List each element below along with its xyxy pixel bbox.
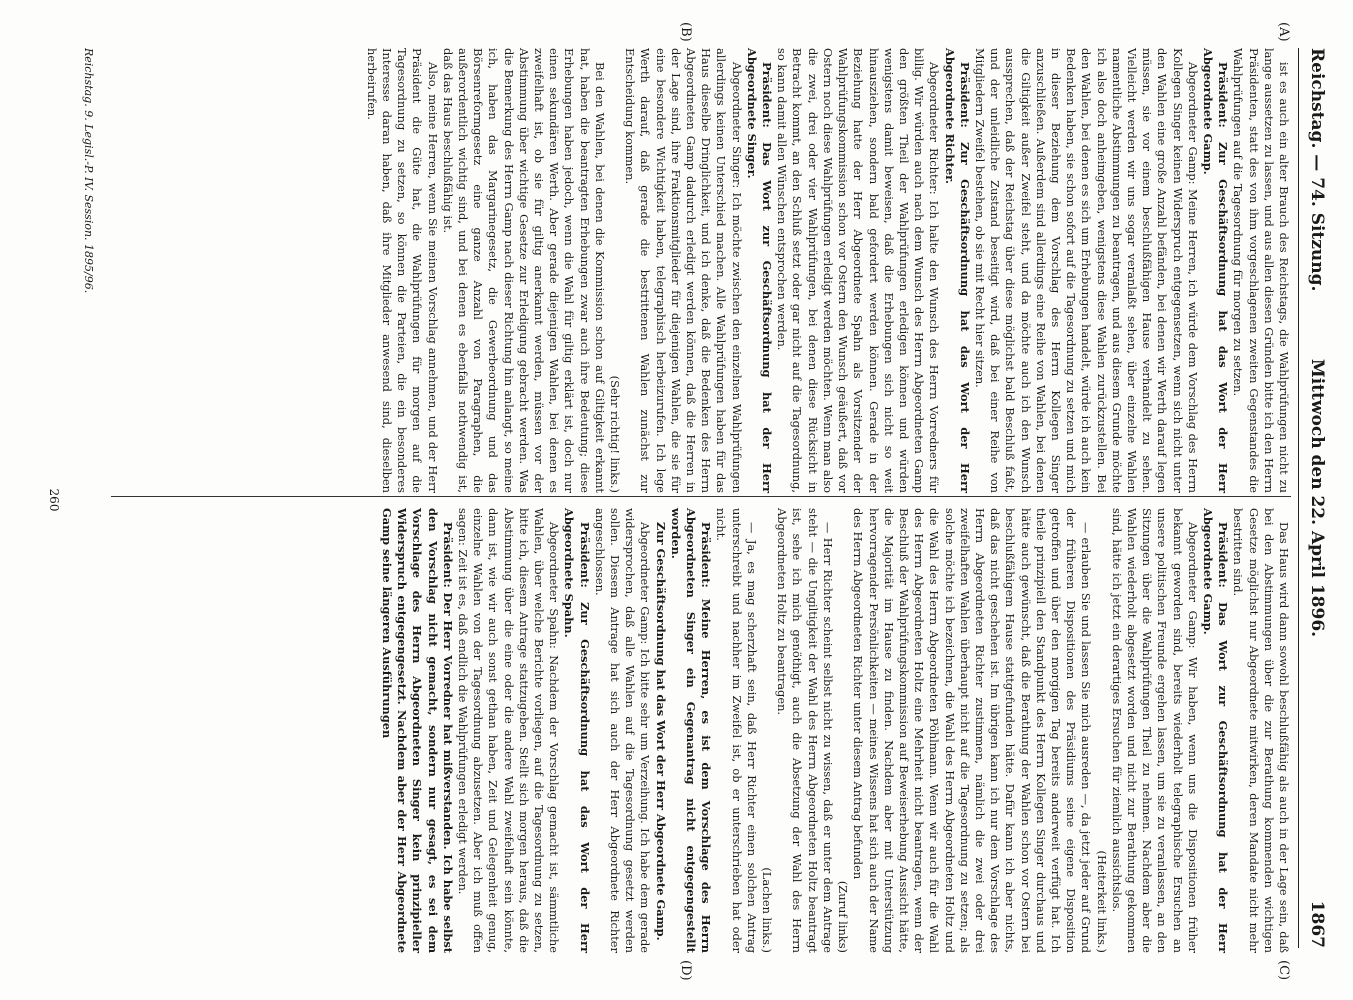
interjection: (Lachen links.) (760, 867, 775, 953)
header-date: Mittwoch den 22. April 1896. (1307, 358, 1327, 638)
paragraph: — Herr Richter scheint selbst nicht zu wissen, daß er unter dem Antrage steht — die Ungiltigkeit der Wahl des Herrn Abgeordneten Holtz beantragt ist, sehe ich mich genöthigt, auch die Absetzung der Wahl des Herrn Abgeordneten Holtz zu beantragen. (775, 508, 835, 953)
paragraph: Abgeordneter Singer: Ich möchte zwischen den einzelnen Wahlprüfungen allerdings keinen Unterschied machen. Alle Wahlprüfungen haben für das Haus dieselbe Dringlichkeit, und ich denke, daß die Bedenken des Herrn Abgeordneten Gamp dadurch erledigt werden können, daß die Herren in der Lage sind, ihre Fraktionsmitglieder für diejenigen Wahlen, die sie für eine besondere Wichtigkeit haben, telegraphisch herbeizurufen. Ich lege Werth darauf, daß gerade die bestrittenen Wahlen zunächst zur Entscheidung kommen. (623, 48, 744, 493)
paragraph: Also, meine Herren, wenn Sie meinen Vorschlag annehmen, und der Herr Präsident die Güte hat, die Wahlprüfungen für morgen auf die Tagesordnung zu setzen, so können die Parteien, die ein besonderes Interesse daran haben, daß ihre Mitglieder anwesend sind, dieselben herbeirufen. (364, 48, 440, 493)
paragraph: Bei den Wahlen, bei denen die Kommission schon auf Giltigkeit erkannt hat, haben die beantragten Erhebungen zwar auch ihre Bedeutung; diese Erhebungen haben jedoch, wenn die Wahl für giltig erklärt ist, doch nur einen sekundären Werth. Aber gerade diejenigen Wahlen, bei denen es zweifelhaft ist, ob sie für giltig anerkannt werden, müssen vor der Abstimmung über wichtige Gesetze zur Erledigung gebracht werden. Was die Bemerkung des Herrn Gamp nach dieser Richtung hin anlangt, so meine ich, haben das Margarinegesetz, die Gewerbeordnung und das Börsenreformgesetz eine ganze Anzahl von Paragraphen, die außerordentlich wichtig sind, und bei denen es ebenfalls nothwendig ist, daß das Haus beschlußfähig ist. (440, 48, 607, 493)
speaker-paragraph: Präsident: Das Wort zur Geschäftsordnung hat der Herr Abgeordnete Gamp. (1200, 508, 1231, 953)
paragraph: Abgeordneter Gamp: Ich bitte sehr um Verzeihung. Ich habe dem gerade widersprochen, daß alle Wahlen auf die Tagesordnung gesetzt werden sollen. Diesem Antrage hat sich auch der Herr Abgeordnete Richter angeschlossen. (592, 508, 653, 953)
paragraph: Das Haus wird dann sowohl beschlußfähig als auch in der Lage sein, daß bei den Abstimmungen über die zur Berathung kommenden wichtigen Gesetze möglichst nur Abgeordnete mitwirken, deren Mandate nicht mehr bestritten sind. (1231, 508, 1291, 953)
paragraph: Abgeordneter Richter: Ich halte den Wunsch des Herrn Vorredners für billig. Wir würden auch nach dem Wunsch des Herrn Abgeordneten Gamp den größten Theil der Wahlprüfungen erledigen können und würden wenigstens damit beweisen, daß die Erhebungen sich nicht so weit hinausziehen, sondern bald gefordert werden können. Gerade in der Beziehung hatte der Herr Abgeordnete Spahn als Vorsitzender der Wahlprüfungskommission schon vor Ostern den Wunsch geäußert, daß vor Ostern noch diese Wahlprüfungen erledigt werden möchten. Wenn man also die zwei, drei oder vier Wahlprüfungen, bei denen diese Rücksicht in Betracht kommt, an den Schluß setzt oder gar nicht auf die Tagesordnung, so kann damit allen Wünschen entsprochen werden. (775, 48, 942, 493)
column-divider (111, 496, 1291, 497)
page-header (1301, 48, 1331, 948)
interjection: (Zuruf links) (836, 880, 851, 953)
speaker-paragraph: Präsident: Der Herr Vorredner hat mißverstanden. Ich habe selbst den Vorschlag nicht gemacht, sondern nur gesagt, es sei dem Vorschlage des Herrn Abgeordneten Singer kein prinzipieller Widerspruch entgegengesetzt. Nachdem aber der Herr Abgeordnete Gamp seine längeren Ausführungen (380, 508, 455, 953)
speaker-paragraph: Zur Geschäftsordnung hat das Wort der Herr Abgeordnete Gamp. (653, 522, 668, 941)
paragraph: Abgeordneter Gamp: Wir haben, wenn uns die Dispositionen früher bekannt geworden sind, bereits wiederholt telegraphische Ersuchen an unsere politischen Freunde ergehen lassen, um sie zu veranlassen, an den Sitzungen über die Wahlprüfungen Theil zu nehmen. Nachdem aber die Wahlen wiederholt abgesetzt worden und nicht zur Berathung gekommen sind, hätte ich jetzt ein derartiges Ersuchen für ziemlich aussichtslos. (1109, 508, 1200, 953)
paragraph: Abgeordneter Spahn: Nachdem der Vorschlag gemacht ist, sämmtliche Wahlen, über welche Berichte vorliegen, auf die Tagesordnung zu setzen, bitte ich, diesem Antrage stattzugeben. Stellt sich morgen heraus, daß die Abstimmung über die eine oder die andere Wahl zweifelhaft sein könnte, dann ist, wie wir auch sonst gethan haben, Zeit und Gelegenheit genug, einzelne Wahlen von der Tagesordnung abzusetzen. Aber ich muß offen sagen: Zeit ist es, daß endlich die Wahlprüfungen erledigt werden. (456, 508, 562, 953)
speaker-paragraph: Präsident: Meine Herren, es ist dem Vorschlage des Herrn Abgeordneten Singer ein Gegenantrag nicht entgegengestellt worden. (668, 508, 714, 953)
speaker-paragraph: Präsident: Zur Geschäftsordnung hat das Wort der Herr Abgeordnete Gamp. (1200, 48, 1231, 493)
header-rule (1298, 48, 1299, 948)
speaker-paragraph: Präsident: Zur Geschäftsordnung hat das Wort der Herr Abgeordnete Spahn. (562, 508, 592, 953)
margin-marker-d: (D) (678, 960, 693, 981)
paragraph: ist es auch ein alter Brauch des Reichstags, die Wahlprüfungen nicht zu lange aussetzen zu lassen, und aus allen diesen Gründen bitte ich den Herrn Präsidenten, statt des von ihm vorgeschlagenen zweiten Gegenstandes die Wahlprüfungen auf die Tagesordnung für morgen zu setzen. (1231, 48, 1291, 493)
speaker-paragraph: Präsident: Das Wort zur Geschäftsordnung hat der Herr Abgeordnete Singer. (744, 48, 775, 493)
page-number-bottom: 260 (47, 488, 61, 512)
paragraph: Abgeordneter Gamp: Meine Herren, ich würde dem Vorschlag des Herrn Kollegen Singer keinen Widerspruch entgegensetzen, wenn sich nicht unter den Wahlen eine große Anzahl befänden, bei denen wir Werth darauf legen müssen, sie vor einem beschlußfähigen Hause verhandelt zu sehen. Vielleicht werden wir uns sogar veranlaßt sehen, über einzelne Wahlen namentliche Abstimmungen zu beantragen, und aus diesem Grunde möchte ich also doch anheimgeben, wenigstens diese Wahlen zurückzustellen. Bei den Wahlen, bei denen es sich um Erhebungen handelt, würde ich auch kein Bedenken haben, sie schon sofort auf die Tagesordnung zu setzen und mich in dieser Beziehung dem Vorschlag des Herrn Kollegen Singer anzuschließen. Außerdem sind allerdings eine Reihe von Wahlen, bei denen die Giltigkeit außer Zweifel steht, und da möchte auch ich den Wunsch aussprechen, daß der Reichstag über diese möglichst bald Beschluß faßt, und der unleidliche Zustand beseitigt wird, daß bei einer Reihe von Mitgliedern Zweifel bestehen, ob sie mit Recht hier sitzen. (972, 48, 1200, 493)
header-left: Reichstag. — 74. Sitzung. (1307, 48, 1327, 292)
left-column (364, 48, 1291, 493)
footnote: Reichstag. 9. Legisl.-P. IV. Session. 1895/96. (82, 48, 95, 294)
margin-marker-b: (B) (678, 22, 693, 42)
paragraph: — erlauben Sie und lassen Sie mich ausreden —, da jetzt jeder auf Grund der früheren Dispositionen des Präsidiums seine eigene Disposition getroffen und über den morgigen Tag bereits anderweit verfügt hat. Ich theile prinzipiell den Standpunkt des Herrn Kollegen Singer durchaus und hätte auch gewünscht, daß die Berathung der Wahlen schon vor Ostern bei beschlußfähigem Hause stattgefunden hätte. Dafür kann ich aber nichts, daß das nicht geschehen ist. Im übrigen kann ich nur dem Vorschlage des Herrn Abgeordneten Richter zustimmen, nämlich die zwei oder drei zweifelhaften Wahlen überhaupt nicht auf die Tagesordnung zu setzen; als solche möchte ich bezeichnen, die Wahl des Herrn Abgeordneten Holtz und die Wahl des Herrn Abgeordneten Pöhlmann. Wenn wir auch für die Wahl des Herrn Abgeordneten Holtz eine Mehrheit nicht beantragen, wenn der Beschluß der Wahlprüfungskommission auf Beweiserhebung Aussicht hätte, die Majorität im Hause zu finden. Nachdem aber mit Unterstützung hervorragender Persönlichkeiten — meines Wissens hat sich auch der Name des Herrn Abgeordneten Richter unter diesem Antrag befunden (851, 508, 1094, 953)
margin-marker-a: (A) (1276, 22, 1291, 42)
margin-marker-c: (C) (1276, 960, 1291, 981)
interjection: (Heiterkeit links.) (1094, 850, 1109, 953)
header-page-number: 1867 (1307, 900, 1327, 948)
speaker-paragraph: Präsident: Zur Geschäftsordnung hat das Wort der Herr Abgeordnete Richter. (942, 48, 972, 493)
right-column (379, 508, 1291, 953)
interjection: (Sehr richtig! links.) (608, 375, 623, 493)
paragraph: — Ja, es mag scherzhaft sein, daß Herr Richter einen solchen Antrag unterschreibt und nachher im Zweifel ist, ob er unterschrieben hat oder nicht. (714, 508, 759, 953)
